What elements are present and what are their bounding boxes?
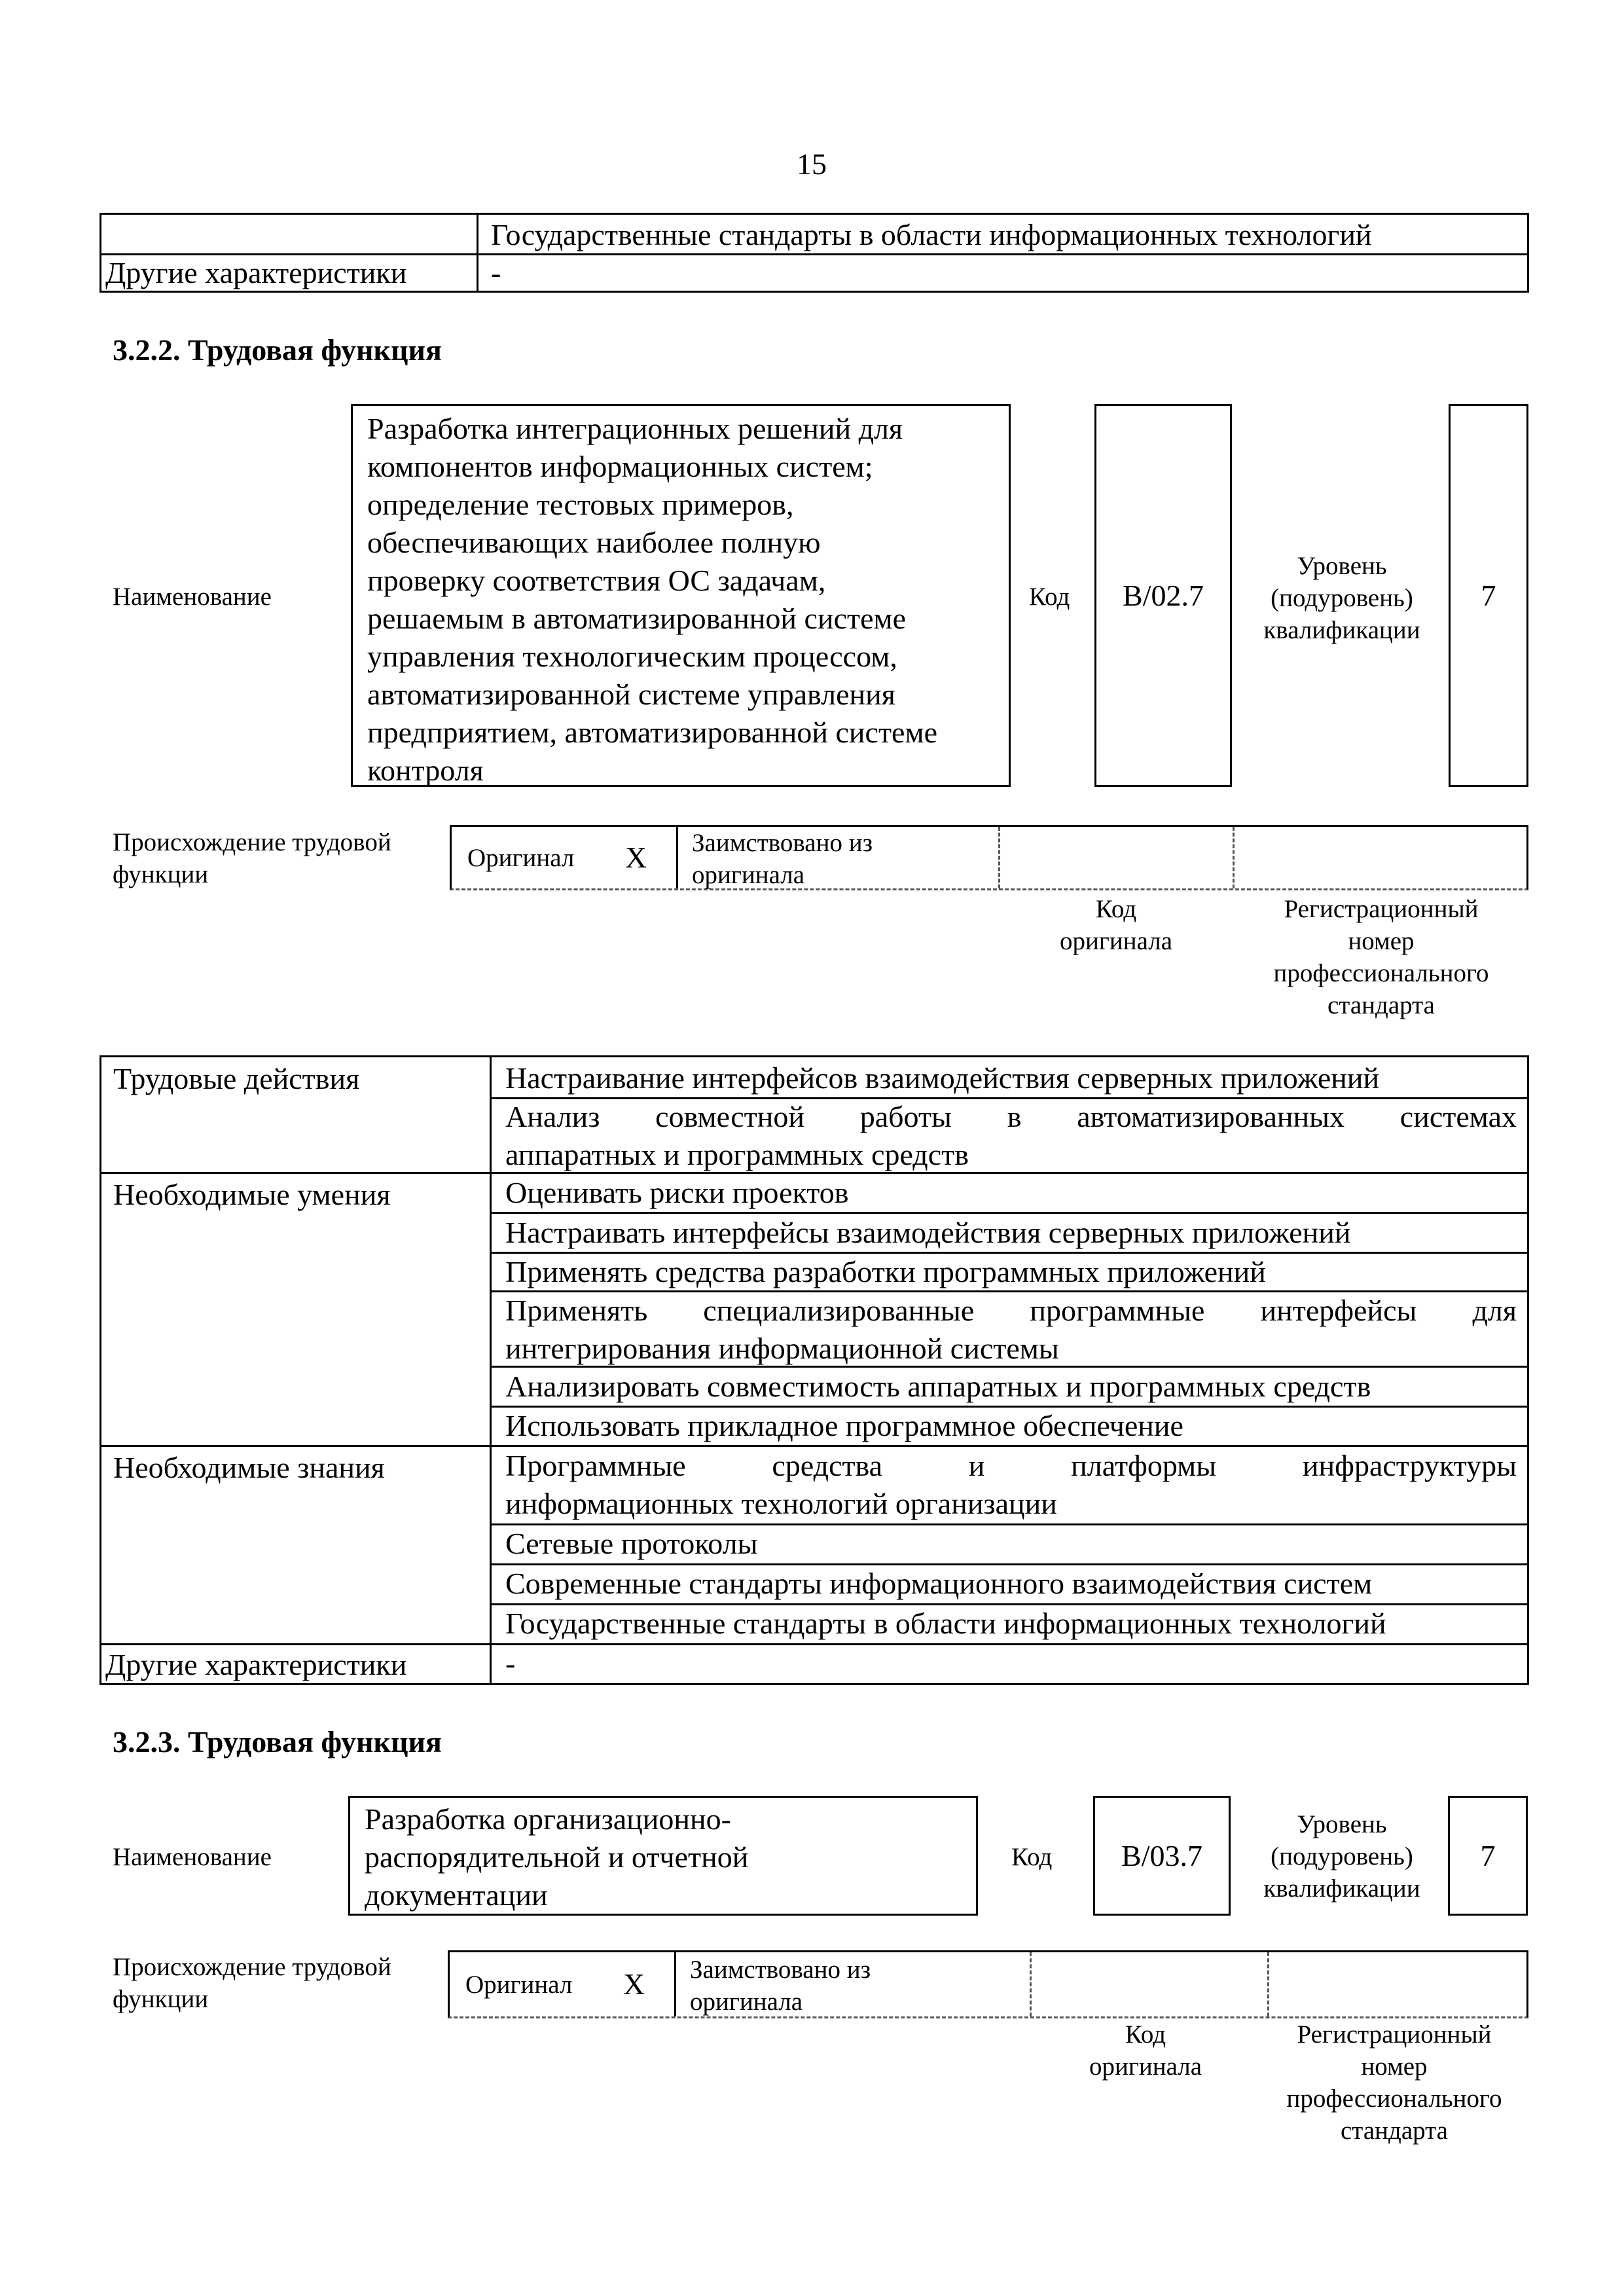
top-table-row2-value: - — [491, 256, 501, 289]
line: аппаратных и программных средств — [505, 1138, 969, 1171]
line: Применять специализированные программные интерфейсы для — [505, 1294, 1517, 1327]
level-label-line: квалификации — [1263, 616, 1420, 644]
name-label-322: Наименование — [113, 582, 272, 611]
top-table-col-divider — [477, 215, 478, 291]
name-box-323 — [348, 1796, 978, 1916]
level-label-line: (подуровень) — [1271, 1842, 1413, 1870]
name-line: проверку соответствия ОС задачам, — [367, 564, 826, 597]
caption-line: профессионального — [1286, 2085, 1502, 2113]
caption-line: номер — [1348, 927, 1415, 955]
knowledge-item — [505, 1447, 1517, 1523]
level-label-322 — [1231, 550, 1453, 646]
top-table-row2-label: Другие характеристики — [105, 256, 407, 289]
name-line: автоматизированной системе управления — [367, 678, 895, 711]
divider — [676, 827, 678, 888]
top-table — [99, 213, 1529, 293]
other-label: Другие характеристики — [105, 1648, 407, 1681]
original-label: Оригинал — [465, 1970, 573, 1999]
code-label-323: Код — [1011, 1842, 1053, 1871]
name-line: документации — [365, 1878, 548, 1912]
top-table-row1-text: Государственные стандарты в области информационных технологий — [491, 218, 1372, 251]
level-label-line: (подуровень) — [1271, 584, 1413, 612]
caption-line: Код — [1095, 895, 1137, 923]
table-col-divider — [490, 1057, 492, 1683]
code-orig-caption-323 — [1041, 2018, 1250, 2083]
knowledge-item: Современные стандарты информационного взаимодействия систем — [505, 1567, 1373, 1600]
origin-box-322 — [450, 825, 1528, 890]
code-box-322: B/02.7 — [1094, 404, 1232, 787]
divider — [1030, 1952, 1032, 2016]
name-line: Разработка организационно- — [365, 1802, 731, 1836]
name-label-323: Наименование — [113, 1842, 272, 1871]
borrowed-label-line: оригинала — [690, 1988, 803, 2016]
actions-table — [99, 1055, 1529, 1685]
knowledge-item: Государственные стандарты в области информационных технологий — [505, 1607, 1386, 1640]
name-box-322 — [351, 404, 1011, 787]
borrowed-label-line: Заимствовано из — [692, 829, 873, 857]
line: информационных технологий организации — [505, 1487, 1057, 1520]
reg-caption-322 — [1231, 893, 1532, 1021]
other-value: - — [505, 1647, 516, 1680]
labor-action-item — [505, 1098, 1517, 1174]
level-box-323: 7 — [1448, 1796, 1528, 1916]
skill-item: Применять средства разработки программных приложений — [505, 1255, 1266, 1288]
origin-label-line: Происхождение трудовой — [113, 1953, 391, 1981]
caption-line: Код — [1125, 2020, 1166, 2049]
name-line: определение тестовых примеров, — [367, 488, 794, 521]
level-box-322: 7 — [1449, 404, 1528, 787]
reg-caption-323 — [1244, 2018, 1545, 2147]
borrowed-label-line: Заимствовано из — [690, 1956, 871, 1984]
caption-line: Регистрационный — [1297, 2020, 1492, 2049]
line: Анализ совместной работы в автоматизированных системах — [505, 1100, 1517, 1133]
section-heading-323: 3.2.3. Трудовая функция — [113, 1725, 442, 1758]
caption-line: профессионального — [1273, 959, 1489, 987]
caption-line: оригинала — [1059, 927, 1173, 955]
skill-item: Настраивать интерфейсы взаимодействия серверных приложений — [505, 1216, 1351, 1249]
line: Программные средства и платформы инфраструктуры — [505, 1449, 1517, 1482]
code-box-323: B/03.7 — [1093, 1796, 1231, 1916]
name-line: распорядительной и отчетной — [365, 1840, 749, 1874]
name-line: управления технологическим процессом, — [367, 640, 897, 673]
labor-action-item: Настраивание интерфейсов взаимодействия серверных приложений — [505, 1061, 1380, 1095]
code-label-322: Код — [1029, 582, 1070, 611]
name-line: предприятием, автоматизированной системе — [367, 716, 937, 749]
caption-line: оригинала — [1089, 2052, 1202, 2081]
divider — [674, 1952, 676, 2016]
group-divider — [101, 1643, 1527, 1645]
original-mark: X — [623, 1967, 645, 2001]
caption-line: стандарта — [1341, 2117, 1448, 2145]
caption-line: номер — [1361, 2052, 1428, 2081]
caption-line: Регистрационный — [1284, 895, 1479, 923]
line: интегрирования информационной системы — [505, 1332, 1059, 1365]
level-label-323 — [1231, 1808, 1453, 1904]
divider — [998, 827, 1000, 888]
section-heading-322: 3.2.2. Трудовая функция — [113, 333, 442, 367]
divider — [1267, 1952, 1269, 2016]
page-number: 15 — [797, 147, 827, 181]
knowledge-item: Сетевые протоколы — [505, 1527, 758, 1560]
name-line: контроля — [367, 754, 484, 787]
name-line: обеспечивающих наиболее полную — [367, 526, 821, 559]
name-line: компонентов информационных систем; — [367, 450, 873, 483]
code-orig-caption-322 — [1008, 893, 1224, 957]
skills-label: Необходимые умения — [113, 1178, 391, 1211]
origin-box-323 — [448, 1950, 1528, 2018]
origin-label-line: функции — [113, 860, 209, 888]
origin-label-line: функции — [113, 1985, 209, 2013]
level-label-line: Уровень — [1297, 1810, 1387, 1838]
level-label-line: квалификации — [1263, 1874, 1420, 1903]
name-line: решаемым в автоматизированной системе — [367, 602, 907, 635]
name-line: Разработка интеграционных решений для — [367, 412, 903, 445]
labor-actions-label: Трудовые действия — [113, 1062, 360, 1095]
skill-item: Использовать прикладное программное обеспечение — [505, 1409, 1183, 1442]
borrowed-label-line: оригинала — [692, 861, 805, 889]
origin-label-322 — [113, 826, 391, 890]
knowledge-label: Необходимые знания — [113, 1451, 385, 1484]
borrowed-label — [690, 1954, 871, 2018]
divider — [1233, 827, 1235, 888]
skill-item: Оценивать риски проектов — [505, 1176, 849, 1209]
origin-label-line: Происхождение трудовой — [113, 828, 391, 856]
skill-item: Анализировать совместимость аппаратных и программных средств — [505, 1370, 1371, 1403]
caption-line: стандарта — [1327, 991, 1435, 1019]
original-mark: X — [625, 841, 647, 874]
level-label-line: Уровень — [1297, 552, 1387, 580]
origin-label-323 — [113, 1951, 391, 2015]
skill-item — [505, 1292, 1517, 1368]
original-label: Оригинал — [467, 843, 575, 872]
borrowed-label — [692, 827, 873, 891]
